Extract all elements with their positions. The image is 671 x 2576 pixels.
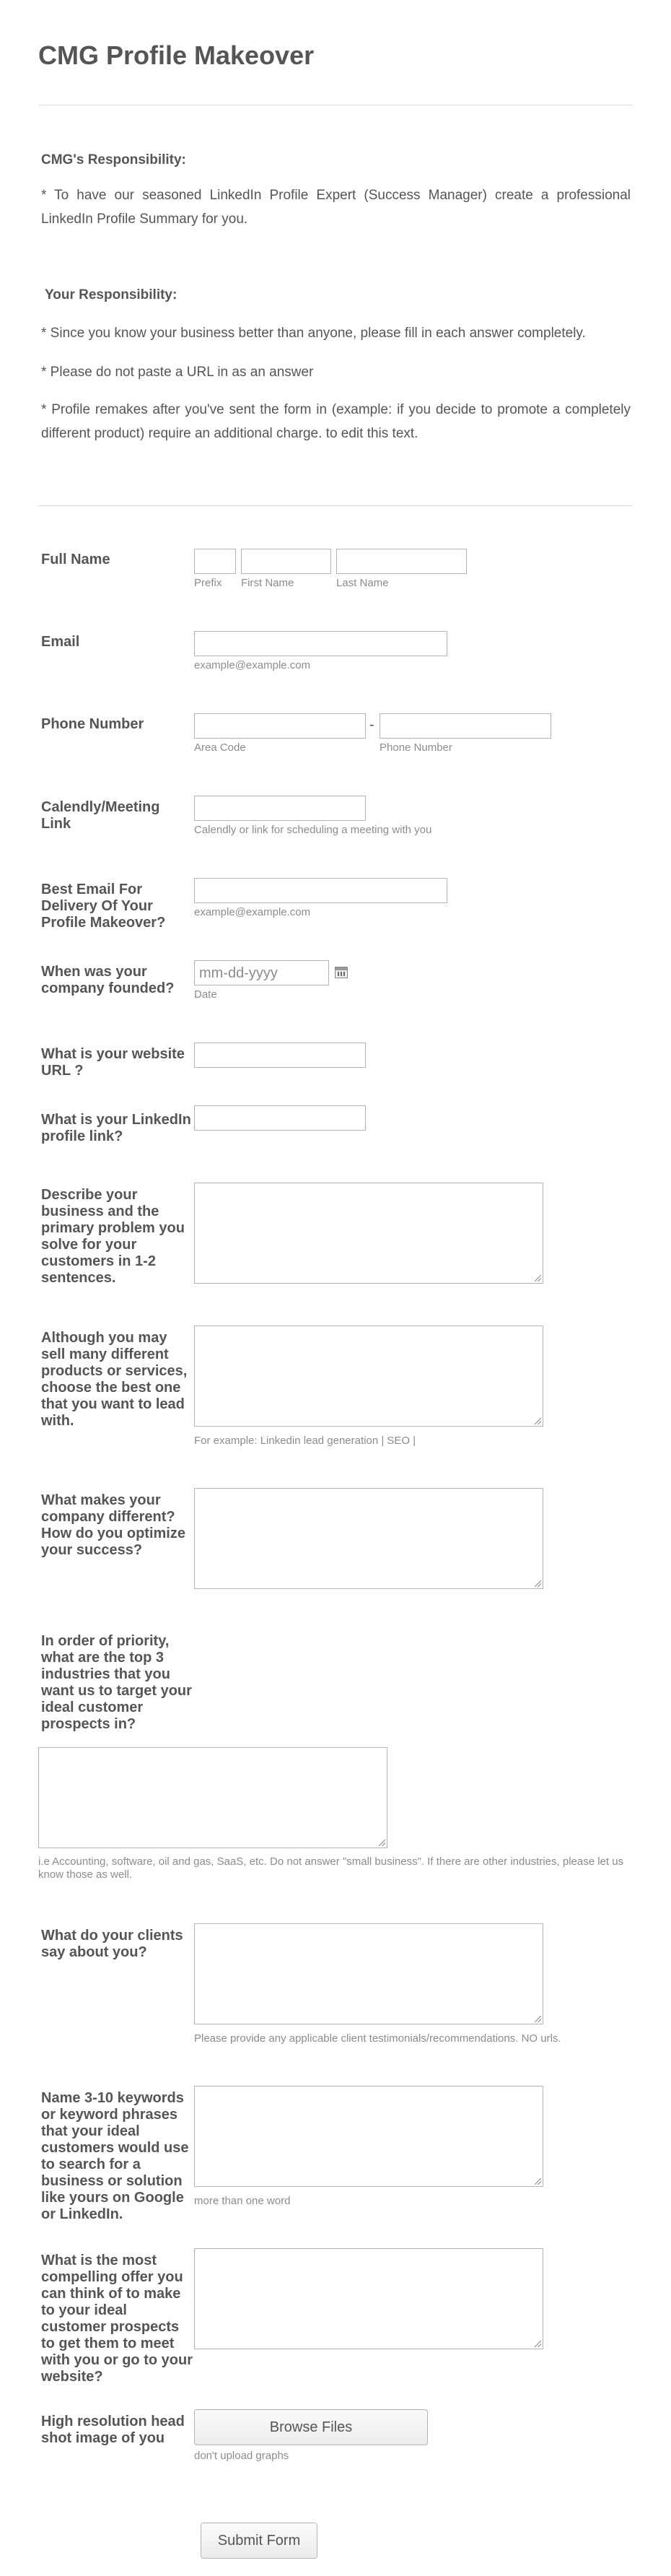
area-code-hint: Area Code [194,741,246,754]
prefix-hint: Prefix [194,577,222,589]
linkedin-label: What is your LinkedIn profile link? [41,1112,191,1144]
clients-hint: Please provide any applicable client testimonials/recommendations. NO urls. [194,2032,561,2045]
clients-textarea[interactable] [194,1923,543,2024]
delivery-email-input[interactable] [194,878,447,903]
keywords-textarea[interactable] [194,2086,543,2187]
resize-grip-icon[interactable] [535,1275,541,1282]
industries-hint: i.e Accounting, software, oil and gas, SaaS, etc. Do not answer "small business". If there are other industries, please let us know those as well. [38,1855,624,1881]
first-name-input[interactable] [241,549,331,574]
phone-separator: - [369,717,374,733]
founded-label: When was your company founded? [41,964,175,996]
your-item-2: * Please do not paste a URL in as an answer [41,365,314,380]
calendly-input[interactable] [194,796,366,821]
delivery-email-hint: example@example.com [194,906,311,918]
founded-hint: Date [194,988,217,1001]
product-textarea[interactable] [194,1326,543,1427]
delivery-email-label: Best Email For Delivery Of Your Profile Makeover? [41,882,166,931]
cmg-text: * To have our seasoned LinkedIn Profile Expert (Success Manager) create a professional LinkedIn Profile Summary for you. [41,188,631,227]
industries-textarea[interactable] [38,1747,387,1848]
headshot-hint: don't upload graphs [194,2450,289,2462]
describe-label: Describe your business and the primary problem you solve for your customers in 1-2 sentences. [41,1187,185,1286]
area-code-input[interactable] [194,713,366,739]
resize-grip-icon[interactable] [535,1580,541,1587]
calendly-hint: Calendly or link for scheduling a meeting with you [194,824,432,836]
linkedin-input[interactable] [194,1105,366,1131]
resize-grip-icon[interactable] [535,1418,541,1424]
resize-grip-icon[interactable] [535,2178,541,2185]
industries-label: In order of priority, what are the top 3 industries that you want us to target your ideal customer prospects in? [41,1633,192,1732]
headshot-label: High resolution head shot image of you [41,2414,185,2446]
different-textarea[interactable] [194,1488,543,1589]
email-hint: example@example.com [194,659,311,671]
email-label: Email [41,634,80,650]
form-title: CMG Profile Makeover [38,40,315,70]
offer-label: What is the most compelling offer you can think of to make to your ideal customer prospects to get them to meet with you or go to your website? [41,2253,193,2385]
resize-grip-icon[interactable] [535,2016,541,2022]
last-name-input[interactable] [336,549,467,574]
last-name-hint: Last Name [336,577,389,589]
founded-date-input[interactable]: mm-dd-yyyy [194,960,329,985]
your-item-3: * Profile remakes after you've sent the form in (example: if you decide to promote a completely different product) require an additional charge. to edit this text. [41,402,631,441]
phone-number-hint: Phone Number [380,741,452,754]
describe-textarea[interactable] [194,1183,543,1284]
keywords-hint: more than one word [194,2195,291,2207]
website-input[interactable] [194,1043,366,1068]
your-item-1: * Since you know your business better than anyone, please fill in each answer completely. [41,326,586,341]
keywords-label: Name 3-10 keywords or keyword phrases that your ideal customers would use to search for a business or solution like yours on Google or LinkedIn. [41,2090,189,2222]
first-name-hint: First Name [241,577,294,589]
product-hint: For example: Linkedin lead generation | SEO | [194,1435,416,1447]
phone-number-input[interactable] [380,713,551,739]
email-input[interactable] [194,631,447,656]
browse-files-button[interactable]: Browse Files [194,2409,428,2445]
different-label: What makes your company different? How do you optimize your success? [41,1492,185,1558]
offer-textarea[interactable] [194,2248,543,2349]
your-heading: Your Responsibility: [45,287,177,303]
clients-label: What do your clients say about you? [41,1928,183,1960]
resize-grip-icon[interactable] [535,2341,541,2347]
resize-grip-icon[interactable] [379,1840,385,1846]
calendar-icon[interactable] [335,967,348,978]
full-name-label: Full Name [41,552,110,567]
prefix-input[interactable] [194,549,236,574]
website-label: What is your website URL ? [41,1046,185,1079]
product-label: Although you may sell many different products or services, choose the best one that you want to lead with. [41,1330,188,1429]
submit-button[interactable]: Submit Form [201,2523,317,2559]
phone-label: Phone Number [41,716,144,732]
cmg-heading: CMG's Responsibility: [41,152,186,167]
calendly-label: Calendly/Meeting Link [41,799,160,832]
intro-divider [38,505,633,506]
